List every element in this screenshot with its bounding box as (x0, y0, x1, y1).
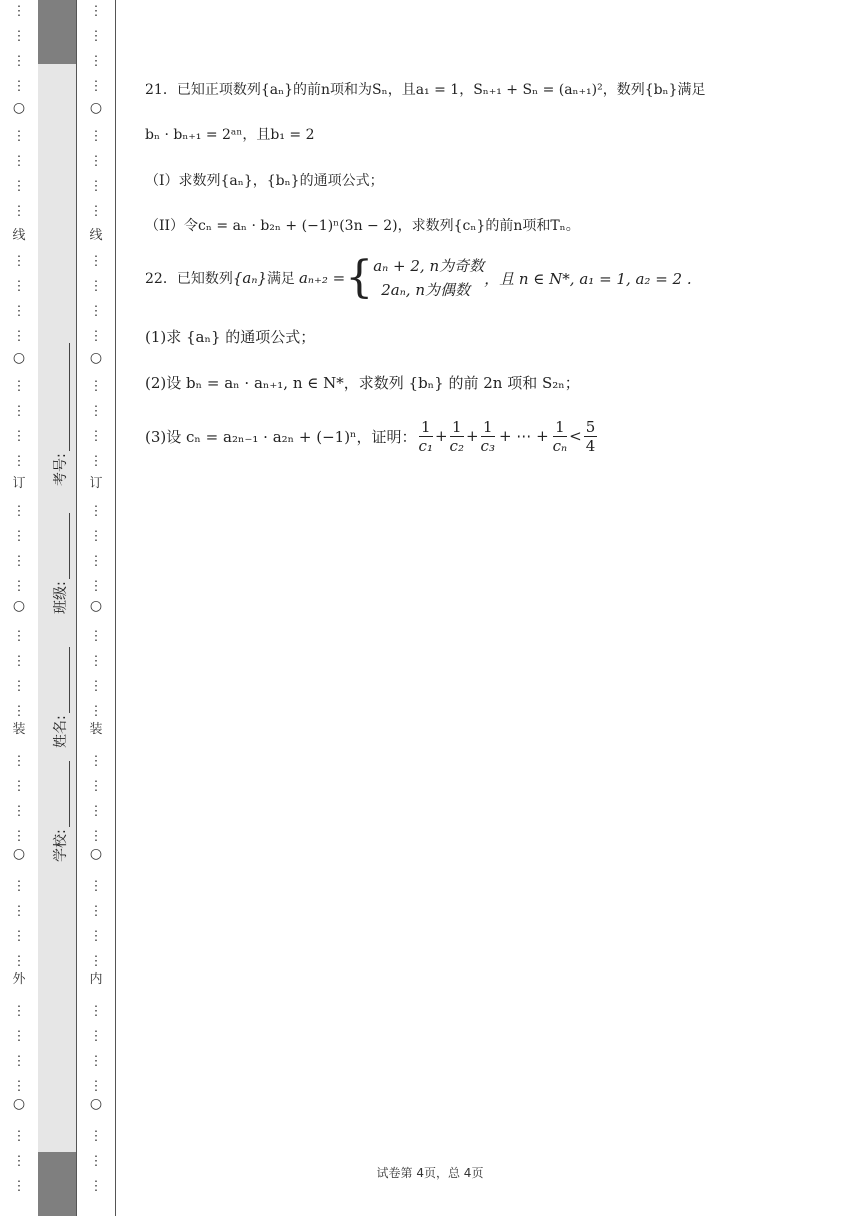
binding-dots: ⋮ (12, 79, 26, 94)
binding-dots: ⋮ (89, 79, 103, 94)
binding-dots: ⋮ (12, 679, 26, 694)
binding-dots: ⋮ (89, 429, 103, 444)
binding-dots: ⋮ (12, 4, 26, 19)
binding-dots: ⋮ (89, 1154, 103, 1169)
binding-dots: ⋮ (89, 54, 103, 69)
binding-dots: ⋮ (12, 779, 26, 794)
binding-dots: ⋮ (12, 904, 26, 919)
binding-dots: ⋮ (89, 454, 103, 469)
binding-dots: ⋮ (12, 279, 26, 294)
problem-22-statement: 22．已知数列 {aₙ} 满足 aₙ₊₂ = { aₙ + 2, n为奇数 2aₙ, n为偶数 ，且 n ∈ N*, a₁ = 1, a₂ = 2 . (145, 252, 692, 303)
cases-brace: { (345, 252, 374, 303)
problem-22-part1: (1)求 {aₙ} 的通项公式； (145, 328, 316, 346)
binding-dots: ⋮ (12, 879, 26, 894)
fraction-1-c1: $\frac{1}{\text{c₁}}$ (418, 417, 433, 455)
binding-dots: ⋮ (89, 1029, 103, 1044)
binding-dots: ⋮ (89, 554, 103, 569)
strip-top-block (38, 0, 76, 64)
fraction-1-cn: $\frac{1}{\text{cₙ}}$ (552, 417, 568, 455)
binding-dots: ⋮ (89, 704, 103, 719)
problem-21-part2: （II）令cₙ = aₙ · b₂ₙ + (−1)ⁿ(3n − 2)，求数列{cₙ}的前n项和Tₙ。 (145, 218, 580, 234)
binding-dots: ⋮ (12, 254, 26, 269)
binding-dots: ⋮ (12, 1079, 26, 1094)
binding-dots: ⋮ (89, 204, 103, 219)
binding-dots: ⋮ (12, 54, 26, 69)
binding-dots: ⋮ (89, 1054, 103, 1069)
binding-circle: ○ (89, 100, 103, 116)
binding-dots: ⋮ (89, 929, 103, 944)
binding-dots: ⋮ (12, 754, 26, 769)
binding-dots: ⋮ (89, 629, 103, 644)
binding-circle: ○ (89, 598, 103, 614)
binding-dots: ⋮ (12, 579, 26, 594)
binding-dots: ⋮ (89, 279, 103, 294)
binding-dots: ⋮ (89, 529, 103, 544)
binding-dots: ⋮ (89, 679, 103, 694)
binding-dots: ⋮ (89, 1179, 103, 1194)
binding-label: 装 (89, 722, 103, 737)
binding-dots: ⋮ (89, 904, 103, 919)
fraction-5-4: $\frac{5}{4}$ (585, 417, 596, 455)
binding-dots: ⋮ (89, 879, 103, 894)
binding-dots: ⋮ (12, 804, 26, 819)
binding-circle: ○ (89, 350, 103, 366)
binding-dots: ⋮ (12, 1029, 26, 1044)
binding-dots: ⋮ (12, 129, 26, 144)
binding-dots: ⋮ (89, 29, 103, 44)
binding-dots: ⋮ (12, 1129, 26, 1144)
binding-label: 外 (12, 972, 26, 987)
exam-number-field[interactable]: 考号: (50, 343, 70, 486)
strip-bottom-block (38, 1152, 76, 1216)
piecewise-cases: aₙ + 2, n为奇数 2aₙ, n为偶数 (373, 257, 485, 299)
binding-dots: ⋮ (12, 154, 26, 169)
binding-circle: ○ (12, 1096, 26, 1112)
binding-dots: ⋮ (12, 529, 26, 544)
class-field[interactable]: 班级: (50, 513, 70, 614)
binding-circle: ○ (12, 846, 26, 862)
binding-label: 线 (89, 228, 103, 243)
binding-dots: ⋮ (12, 454, 26, 469)
binding-dots: ⋮ (12, 1179, 26, 1194)
binding-dots: ⋮ (12, 629, 26, 644)
problem-22-part2: (2)设 bₙ = aₙ · aₙ₊₁, n ∈ N*，求数列 {bₙ} 的前 2n 项和 S₂ₙ； (145, 374, 580, 392)
problem-21-line1: 21．已知正项数列{aₙ}的前n项和为Sₙ，且a₁ = 1，Sₙ₊₁ + Sₙ = (aₙ₊₁)²，数列{bₙ}满足 (145, 82, 706, 98)
binding-dots: ⋮ (12, 1004, 26, 1019)
binding-dots: ⋮ (12, 654, 26, 669)
binding-dots: ⋮ (89, 254, 103, 269)
binding-margin-outer (0, 0, 39, 1216)
binding-dots: ⋮ (12, 29, 26, 44)
binding-dots: ⋮ (12, 954, 26, 969)
binding-dots: ⋮ (89, 1004, 103, 1019)
binding-dots: ⋮ (89, 1079, 103, 1094)
binding-circle: ○ (12, 598, 26, 614)
binding-dots: ⋮ (12, 1154, 26, 1169)
binding-dots: ⋮ (89, 179, 103, 194)
binding-label: 装 (12, 722, 26, 737)
binding-dots: ⋮ (12, 429, 26, 444)
binding-dots: ⋮ (89, 154, 103, 169)
binding-dots: ⋮ (89, 304, 103, 319)
binding-circle: ○ (12, 100, 26, 116)
binding-dots: ⋮ (89, 329, 103, 344)
binding-dots: ⋮ (12, 304, 26, 319)
binding-label: 订 (12, 476, 26, 491)
problem-21-line2: bₙ · bₙ₊₁ = 2ᵃⁿ，且b₁ = 2 (145, 127, 315, 143)
binding-dots: ⋮ (12, 1054, 26, 1069)
binding-dots: ⋮ (12, 929, 26, 944)
binding-dots: ⋮ (12, 504, 26, 519)
binding-label: 线 (12, 228, 26, 243)
problem-21-part1: （I）求数列{aₙ}，{bₙ}的通项公式； (145, 173, 384, 189)
fraction-1-c3: $\frac{1}{\text{c₃}}$ (480, 417, 495, 455)
school-field[interactable]: 学校: (50, 761, 70, 862)
page-footer: 试卷第 4页，总 4页 (376, 1166, 484, 1180)
binding-margin-inner (77, 0, 116, 1216)
name-field[interactable]: 姓名: (50, 647, 70, 748)
binding-dots: ⋮ (89, 829, 103, 844)
binding-circle: ○ (89, 1096, 103, 1112)
binding-dots: ⋮ (89, 129, 103, 144)
binding-dots: ⋮ (89, 654, 103, 669)
binding-dots: ⋮ (12, 829, 26, 844)
binding-dots: ⋮ (89, 4, 103, 19)
binding-dots: ⋮ (89, 1129, 103, 1144)
binding-dots: ⋮ (89, 954, 103, 969)
binding-dots: ⋮ (89, 379, 103, 394)
binding-dots: ⋮ (12, 329, 26, 344)
binding-label: 内 (89, 972, 103, 987)
binding-circle: ○ (12, 350, 26, 366)
binding-dots: ⋮ (12, 704, 26, 719)
problem-22-part3: (3)设 cₙ = a₂ₙ₋₁ · a₂ₙ + (−1)ⁿ，证明： $\frac{1}{\text{c₁}}$ + $\frac{1}{\text{c₂}}$ + $\frac{1}{\text{c₃}}$ + ⋯ + $\frac{1}{\text{cₙ}}$ < $\frac{5}{4}$ (145, 417, 596, 455)
binding-dots: ⋮ (89, 779, 103, 794)
fraction-1-c2: $\frac{1}{\text{c₂}}$ (449, 417, 464, 455)
binding-dots: ⋮ (89, 504, 103, 519)
binding-dots: ⋮ (89, 804, 103, 819)
binding-dots: ⋮ (89, 404, 103, 419)
binding-dots: ⋮ (89, 754, 103, 769)
binding-dots: ⋮ (12, 379, 26, 394)
binding-dots: ⋮ (12, 204, 26, 219)
binding-circle: ○ (89, 846, 103, 862)
binding-label: 订 (89, 476, 103, 491)
binding-dots: ⋮ (12, 404, 26, 419)
binding-dots: ⋮ (89, 579, 103, 594)
binding-dots: ⋮ (12, 179, 26, 194)
binding-dots: ⋮ (12, 554, 26, 569)
